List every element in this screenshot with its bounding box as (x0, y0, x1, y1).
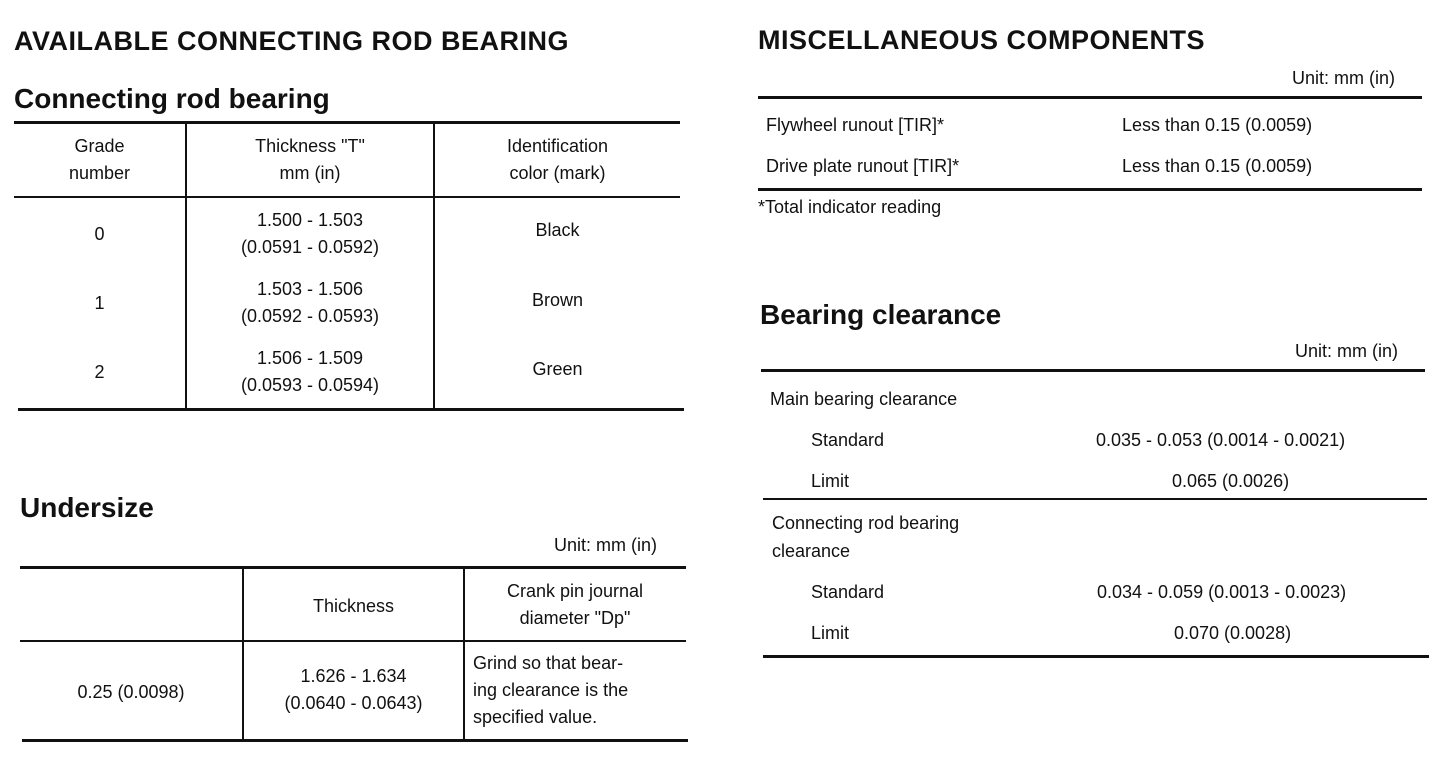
header-undersize (20, 569, 242, 640)
rod-standard-value: 0.034 - 0.059 (0.0013 - 0.0023) (1097, 582, 1347, 602)
thickness-cell: 1.500 - 1.503 (0.0591 - 0.0592) (240, 210, 380, 257)
grade-cell: 0 (94, 223, 105, 244)
undersize-title: Undersize (20, 492, 154, 523)
header-thickness: Thickness (312, 596, 395, 616)
header-crank-pin: Crank pin journal diameter "Dp" (506, 580, 644, 628)
main-standard-label: Standard (811, 430, 885, 450)
rod-bearing-clearance-label: Connecting rod bearing clearance (772, 513, 960, 561)
misc-unit: Unit: mm (in) (1292, 68, 1395, 88)
main-limit-value: 0.065 (0.0026) (1172, 471, 1290, 491)
table-top-rule (758, 96, 1422, 99)
undersize-unit: Unit: mm (in) (554, 535, 657, 555)
table-bottom-rule (763, 655, 1429, 658)
misc-title: MISCELLANEOUS COMPONENTS (758, 25, 1206, 55)
main-standard-value: 0.035 - 0.053 (0.0014 - 0.0021) (1096, 430, 1346, 450)
clearance-title: Bearing clearance (760, 299, 1002, 330)
table-bottom-rule (22, 739, 688, 742)
color-cell: Green (532, 358, 583, 379)
thickness-cell: 1.503 - 1.506 (0.0592 - 0.0593) (240, 279, 380, 326)
rod-bearing-title: Connecting rod bearing (14, 83, 330, 114)
header-thickness: Thickness "T" mm (in) (255, 136, 365, 183)
undersize-size-cell: 0.25 (0.0098) (77, 681, 185, 702)
header-color: Identification color (mark) (506, 136, 609, 183)
misc-value: Less than 0.15 (0.0059) (1122, 156, 1313, 176)
undersize-note-cell: Grind so that bear- ing clearance is the specified value. (473, 652, 629, 727)
section-divider-rule (763, 498, 1427, 500)
header-grade: Grade number (68, 136, 131, 183)
rod-standard-label: Standard (811, 582, 885, 602)
rod-limit-value: 0.070 (0.0028) (1174, 623, 1292, 643)
main-bearing-label: Main bearing clearance (770, 389, 958, 409)
color-cell: Brown (531, 289, 584, 310)
clearance-unit: Unit: mm (in) (1295, 341, 1398, 361)
thickness-cell: 1.506 - 1.509 (0.0593 - 0.0594) (240, 348, 380, 395)
misc-label: Flywheel runout [TIR]* (766, 115, 945, 135)
grade-cell: 2 (94, 361, 105, 382)
table-top-rule (761, 369, 1425, 372)
misc-label: Drive plate runout [TIR]* (766, 156, 960, 176)
rod-limit-label: Limit (811, 623, 850, 643)
misc-footnote: *Total indicator reading (758, 197, 942, 217)
undersize-thickness-cell: 1.626 - 1.634 (0.0640 - 0.0643) (284, 666, 423, 713)
main-limit-label: Limit (811, 471, 850, 491)
grade-cell: 1 (94, 292, 105, 313)
misc-value: Less than 0.15 (0.0059) (1122, 115, 1313, 135)
color-cell: Black (535, 219, 580, 240)
table-bottom-rule (18, 408, 684, 411)
table-bottom-rule (758, 188, 1422, 191)
main-title: AVAILABLE CONNECTING ROD BEARING (14, 26, 569, 56)
